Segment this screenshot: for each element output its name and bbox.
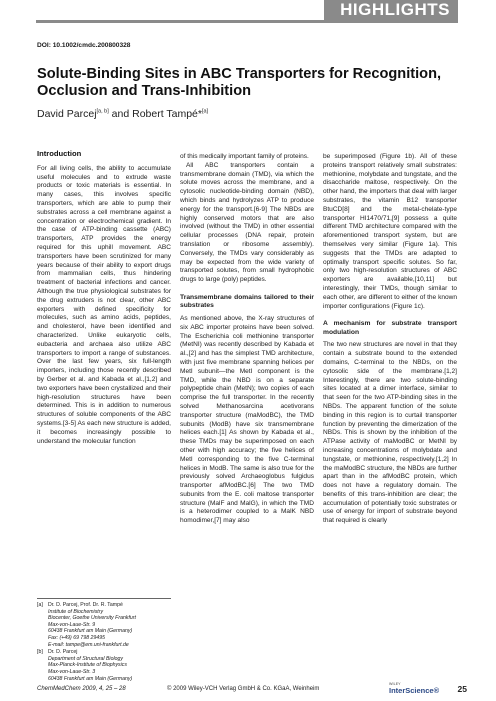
affiliations (37, 598, 171, 683)
logo-text: InterScience® (389, 686, 440, 695)
paragraph: of this medically important family of proteins. (180, 153, 309, 160)
affiliation-b (37, 649, 171, 682)
journal-citation: ChemMedChem 2009, 4, 25 – 28 (37, 686, 126, 692)
subsection-heading: Transmembrane domains tailored to their substrates (180, 293, 314, 310)
text-column-2 (180, 153, 314, 526)
text-column-3 (323, 153, 457, 526)
article-title: Solute-Binding Sites in ABC Transporters for Recognition, Occlusion and Trans-Inhibition (37, 66, 442, 99)
affiliation-names: Dr. D. Parcej, Prof. Dr. R. Tampé (48, 602, 123, 608)
affiliation-line: Fax: (+49) 69 798 29495 (48, 634, 105, 641)
affiliation-label: [b] (37, 649, 43, 656)
header-rule (36, 20, 458, 23)
affiliation-line: 60438 Frankfurt am Main (Germany) (48, 675, 133, 682)
page-footer (37, 684, 467, 696)
author-affil-marker: [a] (201, 108, 209, 115)
copyright: © 2009 Wiley-VCH Verlag GmbH & Co. KGaA, Weinheim (167, 686, 320, 692)
author-name: David Parcej (37, 108, 97, 120)
affiliation-line: Department of Structural Biology (48, 655, 123, 662)
affiliation-line: Institute of Biochemistry (48, 608, 104, 615)
paragraph: For all living cells, the ability to accumulate useful molecules and to extrude waste products or toxic materials is essential. In many cases, this involves specific transporters, which are able to pump their substrates across a cell membrane against a concentration or electrochemical gradient. In the case of ATP-binding cassette (ABC) transporters, ATP provides the energy required for this uphill movement. ABC transporters have been scrutinized for many years because of their ability to export drugs from mammalian cells, thus hindering treatment of bacterial infections and cancer. Although the true physiological substrates for the drug extruders is not clear, other ABC exporters with defined specificity for molecules, such as amino acids, peptides, and cholesterol, have been identified and characterized. Unlike eukaryotic cells, eubacteria and archaea also utilize ABC transporters to import a range of substances. Over the last few years, six full-length importers, including those recently described by Gerber et al. and Kabada et al.,[1,2] and two exporters have been crystallized and their high-resolution structures have been determined. This is in addition to numerous structures of soluble components of the ABC systems.[3-5] As each new structure is added, it becomes increasingly possible to understand the molecular function (37, 164, 171, 445)
paragraph: All ABC transporters contain a transmembrane domain (TMD), via which the solute moves across the membrane, and a cytosolic nucleotide-binding domain (NBD), which binds and hydrolyzes ATP to produce energy for the transport.[6-9] The NBDs are highly conserved motors that are also involved (without the TMD) in other essential cellular processes (DNA repair, protein translation or ribosome assembly). Conversely, the TMDs vary considerably as may be expected from the wide variety of transported solutes, from small hydrophobic drugs to large (poly) peptides. (180, 161, 314, 284)
section-tag: HIGHLIGHTS (324, 0, 458, 20)
authors (37, 108, 208, 120)
text-column-1 (37, 150, 171, 446)
affiliation-line: 60438 Frankfurt am Main (Germany) (48, 628, 133, 635)
logo-wordmark: WILEY (389, 682, 401, 686)
affiliation-email[interactable]: E-mail: tampe@em.uni-frankfurt.de (48, 641, 129, 648)
section-heading: Introduction (37, 149, 82, 158)
header-band (0, 0, 496, 36)
paragraph: As mentioned above, the X-ray structures of six ABC importer proteins have been solved. The Escherichia coli methionine transporter (MetNI) was recently described by Kabada et al.,[2] and has the simplest TMD architecture, with just five membrane spanning helices per MetI subunit—the MetI component is the TMD, while the NBD is on a separate polypeptide chain (MetN); two copies of each comprise the full transporter. In the recently solved Methanosarcina acetivorans transporter structure (maModBC), the TMD subunits (ModB) have six transmembrane helices each.[1] As shown by Kabada et al., these TMDs may be superimposed on each other with high accuracy; the five helices of MetI corresponding to the five C-terminal helices in ModB. The same is also true for the previously solved Archaeoglobus fulgidus transporter afModBC.[6] The two TMD subunits from the E. coli maltose transporter structure (MalF and MalG), in which the TMD is a heterodimer coupled to a MalK NBD homodimer,[7] may also (180, 314, 314, 525)
affiliation-line: Max-Planck-Institute of Biophysics (48, 662, 127, 669)
author-name: Robert Tampé* (132, 108, 202, 120)
affiliation-line: Max-von-Laue-Str. 3 (48, 668, 96, 675)
author-conjunction: and (108, 108, 133, 120)
paragraph: The two new structures are novel in that they contain a substrate bound to the extended domains, C-terminal to the NBDs, on the cytosolic side of the membrane.[1,2] Interestingly, there are two solute-binding sites located at a dimer interface, similar to that seen for the two ATP-binding sites in the NBDs. The apparent function of the solute binding in this region is to curtail transporter function by preventing the dimerization of the NBDs. This is shown by the inhibition of the ATPase activity of maModBC or MetNI by increasing concentrations of molybdate and tungstate, or methionine, respectively.[1,2] In the maModBC structure, the NBDs are further apart than in the afModBC protein, which does not have a regulatory domain. The benefits of this trans-inhibition are clear; the accumulation of potentially toxic substrates or use of energy for import of substrate beyond that required is clearly (323, 341, 457, 525)
affiliation-label: [a] (37, 602, 43, 608)
paragraph: be superimposed (Figure 1b). All of these proteins transport relatively small substrates: methionine, molybdate and tungstate, and the disaccharide maltose, respectively. On the other hand, the importers that deal with larger substrates, the vitamin B12 transporter BtuCD[8] and the metal-chelate-type transporter HI1470/71,[9] possess a quite different TMD architecture compared with the aforementioned transport system, but are themselves very similar (Figure 1a). This suggests that the TMDs are adapted to optimally transport specific solutes. So far, only two high-resolution structures of ABC exporters are available,[10,11] but interestingly, their TMDs, though similar to each other, are different to either of the known importer configurations (Figure 1c). (323, 153, 457, 310)
affiliation-a (37, 602, 171, 648)
subsection-heading: A mechanism for substrate transport modulation (323, 320, 457, 336)
author-affil-marker: [a, b] (96, 108, 109, 115)
affiliation-line: Max-von-Laue-Str. 9 (48, 621, 96, 628)
affiliation-names: Dr. D. Parcej (48, 649, 78, 656)
interscience-logo (389, 682, 447, 694)
page-number: 25 (457, 684, 467, 694)
doi[interactable]: DOI: 10.1002/cmdc.200800328 (37, 42, 131, 49)
affiliation-line: Biocenter, Goethe University Frankfurt (48, 615, 136, 622)
